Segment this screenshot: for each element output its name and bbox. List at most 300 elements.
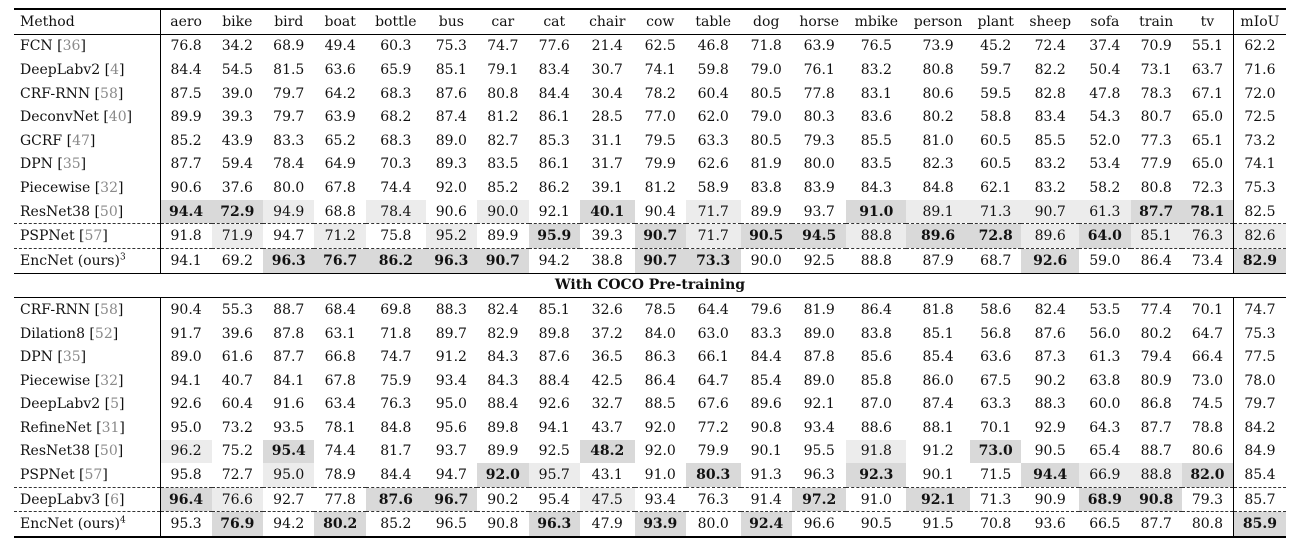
score-cell: 80.3	[686, 463, 741, 487]
score-cell: 84.8	[380, 419, 412, 436]
score-cell: 73.2	[221, 419, 253, 436]
method-cell: Dilation8 [52]	[14, 322, 160, 346]
score-cell: 95.6	[435, 419, 467, 436]
score-cell: 28.5	[591, 109, 623, 126]
score-cell: 90.0	[741, 248, 792, 273]
score-cell: 62.6	[697, 156, 729, 173]
miou-cell: 82.9	[1233, 248, 1286, 273]
score-cell: 95.0	[170, 419, 202, 436]
method-name: RefineNet	[20, 419, 92, 436]
score-cell: 89.9	[477, 224, 528, 249]
score-cell: 85.5	[1034, 132, 1066, 149]
score-cell: 64.0	[1079, 224, 1130, 249]
score-cell: 64.3	[1089, 419, 1121, 436]
citation-ref: 52	[94, 325, 113, 342]
score-cell: 65.0	[1191, 109, 1224, 126]
header-sofa: sofa	[1079, 9, 1130, 34]
score-cell: 31.1	[591, 132, 623, 149]
table-row	[14, 129, 1286, 153]
score-cell: 89.6	[906, 224, 970, 249]
method-name: DeconvNet	[20, 109, 99, 126]
score-cell: 80.3	[803, 109, 835, 126]
miou-cell: 72.0	[1233, 82, 1286, 106]
score-cell: 95.3	[160, 512, 211, 537]
citation-ref: 32	[100, 179, 118, 196]
score-cell: 43.9	[221, 132, 253, 149]
header-dog: dog	[741, 9, 792, 34]
header-person: person	[906, 9, 970, 34]
score-cell: 96.3	[426, 248, 477, 273]
score-cell: 59.5	[980, 85, 1012, 102]
score-cell: 95.2	[426, 224, 477, 249]
score-cell: 92.0	[644, 419, 676, 436]
score-cell: 87.6	[538, 349, 570, 366]
header-bus: bus	[426, 9, 477, 34]
score-cell: 80.8	[1182, 512, 1233, 537]
score-cell: 83.6	[860, 109, 892, 126]
score-cell: 89.0	[435, 132, 467, 149]
score-cell: 94.2	[529, 248, 580, 273]
method-name: CRF-RNN	[20, 301, 91, 318]
score-cell: 90.7	[635, 248, 686, 273]
score-cell: 82.7	[487, 132, 519, 149]
score-cell: 71.7	[686, 200, 741, 224]
score-cell: 94.7	[263, 224, 314, 249]
score-cell: 96.5	[426, 512, 477, 537]
score-cell: 64.4	[697, 301, 729, 318]
score-cell: 43.1	[591, 467, 623, 484]
score-cell: 87.8	[273, 325, 305, 342]
score-cell: 83.8	[860, 325, 892, 342]
score-cell: 79.1	[487, 61, 519, 78]
score-cell: 78.4	[273, 156, 305, 173]
score-cell: 74.4	[324, 443, 356, 460]
citation-ref: 6	[110, 491, 120, 508]
score-cell: 55.1	[1191, 38, 1224, 55]
score-cell: 83.8	[750, 179, 782, 196]
score-cell: 65.4	[1089, 443, 1121, 460]
score-cell: 64.7	[1191, 325, 1224, 342]
score-cell: 90.1	[922, 467, 954, 484]
score-cell: 87.6	[435, 85, 467, 102]
score-cell: 91.6	[273, 396, 305, 413]
score-cell: 68.8	[324, 203, 356, 220]
score-cell: 58.8	[980, 109, 1012, 126]
score-cell: 72.8	[970, 224, 1021, 249]
score-cell: 73.4	[1182, 248, 1233, 273]
header-table: table	[686, 9, 741, 34]
score-cell: 70.3	[380, 156, 412, 173]
citation-ref: 50	[99, 203, 118, 220]
score-cell: 56.0	[1089, 325, 1121, 342]
method-cell: DPN [35]	[14, 345, 160, 369]
score-cell: 82.2	[1034, 61, 1066, 78]
score-cell: 58.9	[697, 179, 729, 196]
miou-cell: 78.0	[1233, 369, 1286, 393]
score-cell: 60.3	[380, 38, 412, 55]
score-cell: 89.0	[803, 372, 835, 389]
score-cell: 65.2	[324, 132, 356, 149]
score-cell: 86.4	[644, 372, 676, 389]
citation-ref: 47	[72, 132, 90, 149]
score-cell: 61.3	[1079, 200, 1130, 224]
miou-cell: 77.5	[1233, 345, 1286, 369]
citation-ref: 35	[62, 349, 81, 366]
score-cell: 71.7	[686, 224, 741, 249]
score-cell: 90.8	[477, 512, 528, 537]
score-cell: 81.9	[803, 301, 835, 318]
score-cell: 50.4	[1089, 61, 1121, 78]
citation-ref: 50	[99, 443, 118, 460]
score-cell: 94.1	[160, 248, 211, 273]
table-row	[14, 416, 1286, 440]
miou-cell: 74.1	[1233, 153, 1286, 177]
score-cell: 87.6	[1034, 325, 1066, 342]
method-cell: CRF-RNN [58]	[14, 298, 160, 322]
score-cell: 39.6	[221, 325, 253, 342]
header-horse: horse	[792, 9, 847, 34]
score-cell: 81.5	[273, 61, 305, 78]
score-cell: 76.5	[860, 38, 892, 55]
score-cell: 80.0	[803, 156, 835, 173]
score-cell: 36.5	[591, 349, 623, 366]
score-cell: 61.3	[1089, 349, 1121, 366]
header-bird: bird	[263, 9, 314, 34]
score-cell: 80.5	[750, 132, 782, 149]
score-cell: 95.0	[435, 396, 467, 413]
score-cell: 80.6	[1191, 443, 1224, 460]
method-cell: PSPNet [57]	[14, 463, 160, 487]
score-cell: 84.4	[380, 467, 412, 484]
table-row	[14, 224, 1286, 249]
score-cell: 68.9	[1079, 487, 1130, 512]
score-cell: 86.3	[644, 349, 676, 366]
header-sheep: sheep	[1021, 9, 1079, 34]
citation-ref: 40	[108, 109, 127, 126]
citation-ref: 36	[62, 38, 81, 55]
score-cell: 72.3	[1191, 179, 1224, 196]
score-cell: 67.1	[1191, 85, 1224, 102]
score-cell: 79.0	[750, 109, 782, 126]
score-cell: 94.1	[170, 372, 202, 389]
score-cell: 86.1	[538, 156, 570, 173]
citation-ref: 57	[84, 228, 103, 245]
score-cell: 90.5	[846, 512, 906, 537]
header-chair: chair	[580, 9, 635, 34]
score-cell: 92.0	[435, 179, 467, 196]
table-row	[14, 248, 1286, 273]
header-bike: bike	[212, 9, 263, 34]
score-cell: 96.3	[803, 467, 835, 484]
score-cell: 95.4	[529, 487, 580, 512]
score-cell: 81.8	[922, 301, 954, 318]
score-cell: 95.5	[803, 443, 835, 460]
score-cell: 80.0	[273, 179, 305, 196]
score-cell: 32.6	[591, 301, 623, 318]
score-cell: 79.7	[273, 85, 305, 102]
score-cell: 69.8	[380, 301, 412, 318]
method-name: DPN	[20, 156, 53, 173]
score-cell: 87.7	[273, 349, 305, 366]
score-cell: 88.8	[846, 224, 906, 249]
miou-cell: 71.6	[1233, 58, 1286, 82]
score-cell: 66.4	[1191, 349, 1224, 366]
score-cell: 62.0	[697, 109, 729, 126]
score-cell: 63.0	[697, 325, 729, 342]
method-name: PSPNet	[20, 228, 75, 245]
header-bottle: bottle	[366, 9, 426, 34]
score-cell: 65.1	[1191, 132, 1224, 149]
score-cell: 78.5	[644, 301, 676, 318]
score-cell: 93.4	[803, 419, 835, 436]
score-cell: 77.6	[538, 38, 570, 55]
score-cell: 79.4	[1140, 349, 1172, 366]
score-cell: 66.8	[324, 349, 356, 366]
score-cell: 65.9	[380, 61, 412, 78]
score-cell: 96.7	[426, 487, 477, 512]
score-cell: 58.6	[980, 301, 1012, 318]
score-cell: 63.6	[324, 61, 356, 78]
table-row	[14, 298, 1286, 322]
score-cell: 83.3	[750, 325, 782, 342]
score-cell: 63.6	[980, 349, 1012, 366]
score-cell: 89.3	[435, 156, 467, 173]
score-cell: 80.7	[1140, 109, 1172, 126]
score-cell: 58.2	[1089, 179, 1121, 196]
score-cell: 90.5	[1034, 443, 1066, 460]
score-cell: 59.4	[221, 156, 253, 173]
score-cell: 85.1	[435, 61, 467, 78]
score-cell: 88.1	[922, 419, 954, 436]
score-cell: 81.2	[487, 109, 519, 126]
miou-cell: 85.7	[1233, 487, 1286, 512]
footnote-marker: 3	[119, 252, 126, 263]
score-cell: 95.8	[170, 467, 202, 484]
method-name: CRF-RNN	[20, 85, 91, 102]
score-cell: 83.5	[860, 156, 892, 173]
score-cell: 80.9	[1140, 372, 1172, 389]
method-name: EncNet (ours)	[20, 516, 120, 533]
score-cell: 67.5	[980, 372, 1012, 389]
score-cell: 73.1	[1140, 61, 1172, 78]
score-cell: 90.6	[435, 203, 467, 220]
score-cell: 91.4	[741, 487, 792, 512]
score-cell: 86.1	[538, 109, 570, 126]
score-cell: 93.7	[803, 203, 835, 220]
score-cell: 88.3	[1034, 396, 1066, 413]
score-cell: 70.1	[980, 419, 1012, 436]
score-cell: 88.8	[1131, 463, 1182, 487]
score-cell: 63.3	[980, 396, 1012, 413]
score-cell: 85.8	[860, 372, 892, 389]
score-cell: 37.4	[1089, 38, 1121, 55]
method-cell: DeconvNet [40]	[14, 105, 160, 129]
score-cell: 86.4	[1131, 248, 1182, 273]
score-cell: 89.1	[906, 200, 970, 224]
table-row	[14, 82, 1286, 106]
score-cell: 63.1	[324, 325, 356, 342]
score-cell: 45.2	[980, 38, 1012, 55]
score-cell: 59.0	[1079, 248, 1130, 273]
score-cell: 90.6	[170, 179, 202, 196]
score-cell: 91.2	[435, 349, 467, 366]
method-name: DeepLabv3	[20, 491, 101, 508]
miou-cell: 85.4	[1233, 463, 1286, 487]
score-cell: 86.8	[1140, 396, 1172, 413]
score-cell: 74.1	[644, 61, 676, 78]
score-cell: 71.9	[212, 224, 263, 249]
score-cell: 94.7	[435, 467, 467, 484]
score-cell: 92.6	[170, 396, 202, 413]
citation-ref: 35	[62, 156, 81, 173]
score-cell: 77.3	[1140, 132, 1172, 149]
score-cell: 76.3	[380, 396, 412, 413]
table-row	[14, 487, 1286, 512]
score-cell: 46.8	[697, 38, 729, 55]
score-cell: 93.4	[635, 487, 686, 512]
score-cell: 88.5	[644, 396, 676, 413]
miou-cell: 75.3	[1233, 176, 1286, 200]
score-cell: 92.5	[538, 443, 570, 460]
header-train: train	[1131, 9, 1182, 34]
score-cell: 39.1	[591, 179, 623, 196]
score-cell: 60.5	[980, 156, 1012, 173]
score-cell: 72.4	[1034, 38, 1066, 55]
miou-cell: 82.6	[1233, 224, 1286, 249]
score-cell: 84.3	[860, 179, 892, 196]
score-cell: 53.5	[1089, 301, 1121, 318]
method-cell: DeepLabv2 [4]	[14, 58, 160, 82]
score-cell: 90.7	[635, 224, 686, 249]
score-cell: 89.0	[803, 325, 835, 342]
score-cell: 92.0	[644, 443, 676, 460]
score-cell: 94.4	[1021, 463, 1079, 487]
score-cell: 85.6	[860, 349, 892, 366]
score-cell: 74.4	[380, 179, 412, 196]
score-cell: 69.2	[212, 248, 263, 273]
table-row	[14, 153, 1286, 177]
score-cell: 89.9	[170, 109, 202, 126]
score-cell: 62.5	[644, 38, 676, 55]
score-cell: 92.5	[792, 248, 847, 273]
header-cow: cow	[635, 9, 686, 34]
header-method: Method	[14, 9, 160, 34]
score-cell: 63.7	[1191, 61, 1224, 78]
score-cell: 92.7	[263, 487, 314, 512]
score-cell: 89.9	[487, 443, 519, 460]
method-name: FCN	[20, 38, 53, 55]
score-cell: 83.4	[1034, 109, 1066, 126]
score-cell: 85.3	[538, 132, 570, 149]
citation-ref: 32	[100, 372, 118, 389]
score-cell: 90.8	[1131, 487, 1182, 512]
score-cell: 60.4	[221, 396, 253, 413]
score-cell: 77.4	[1140, 301, 1172, 318]
miou-cell: 73.2	[1233, 129, 1286, 153]
score-cell: 73.0	[1191, 372, 1224, 389]
score-cell: 64.2	[324, 85, 356, 102]
citation-ref: 58	[100, 301, 118, 318]
score-cell: 77.8	[314, 487, 365, 512]
score-cell: 71.2	[314, 224, 365, 249]
table-row	[14, 58, 1286, 82]
score-cell: 39.3	[221, 109, 253, 126]
score-cell: 80.5	[750, 85, 782, 102]
section-title: With COCO Pre-training	[14, 273, 1286, 298]
score-cell: 82.0	[1182, 463, 1233, 487]
table-row	[14, 345, 1286, 369]
table-row	[14, 176, 1286, 200]
score-cell: 84.4	[750, 349, 782, 366]
score-cell: 78.9	[324, 467, 356, 484]
score-cell: 96.2	[160, 440, 211, 464]
score-cell: 42.5	[591, 372, 623, 389]
score-cell: 84.3	[487, 372, 519, 389]
score-cell: 87.3	[1034, 349, 1066, 366]
coco-block	[14, 298, 1286, 537]
score-cell: 88.7	[273, 301, 305, 318]
score-cell: 83.5	[487, 156, 519, 173]
score-cell: 34.2	[221, 38, 253, 55]
score-cell: 48.2	[580, 440, 635, 464]
score-cell: 85.4	[750, 372, 782, 389]
score-cell: 59.7	[980, 61, 1012, 78]
header-row	[14, 9, 1286, 34]
miou-cell: 74.7	[1233, 298, 1286, 322]
score-cell: 75.8	[366, 224, 426, 249]
header-miou: mIoU	[1233, 9, 1286, 34]
score-cell: 81.0	[922, 132, 954, 149]
score-cell: 86.2	[538, 179, 570, 196]
score-cell: 73.3	[686, 248, 741, 273]
score-cell: 84.4	[170, 61, 202, 78]
score-cell: 76.9	[212, 512, 263, 537]
score-cell: 90.1	[750, 443, 782, 460]
score-cell: 39.3	[580, 224, 635, 249]
score-cell: 66.5	[1079, 512, 1130, 537]
citation-ref: 5	[110, 396, 120, 413]
score-cell: 37.6	[221, 179, 253, 196]
score-cell: 86.0	[922, 372, 954, 389]
score-cell: 87.4	[435, 109, 467, 126]
score-cell: 95.7	[529, 463, 580, 487]
score-cell: 90.8	[750, 419, 782, 436]
score-cell: 72.7	[221, 467, 253, 484]
score-cell: 52.0	[1089, 132, 1121, 149]
score-cell: 78.1	[1182, 200, 1233, 224]
score-cell: 68.7	[970, 248, 1021, 273]
score-cell: 94.5	[792, 224, 847, 249]
score-cell: 80.2	[1140, 325, 1172, 342]
score-cell: 90.4	[644, 203, 676, 220]
score-cell: 85.5	[860, 132, 892, 149]
score-cell: 82.9	[487, 325, 519, 342]
table-row	[14, 463, 1286, 487]
pascal-voc-results-table	[14, 8, 1286, 538]
score-cell: 76.3	[686, 487, 741, 512]
score-cell: 77.2	[697, 419, 729, 436]
score-cell: 91.0	[846, 487, 906, 512]
score-cell: 77.0	[644, 109, 676, 126]
score-cell: 30.4	[591, 85, 623, 102]
miou-cell: 72.5	[1233, 105, 1286, 129]
score-cell: 78.4	[366, 200, 426, 224]
score-cell: 78.2	[644, 85, 676, 102]
table-row	[14, 322, 1286, 346]
score-cell: 86.2	[366, 248, 426, 273]
score-cell: 84.4	[538, 85, 570, 102]
score-cell: 95.9	[529, 224, 580, 249]
